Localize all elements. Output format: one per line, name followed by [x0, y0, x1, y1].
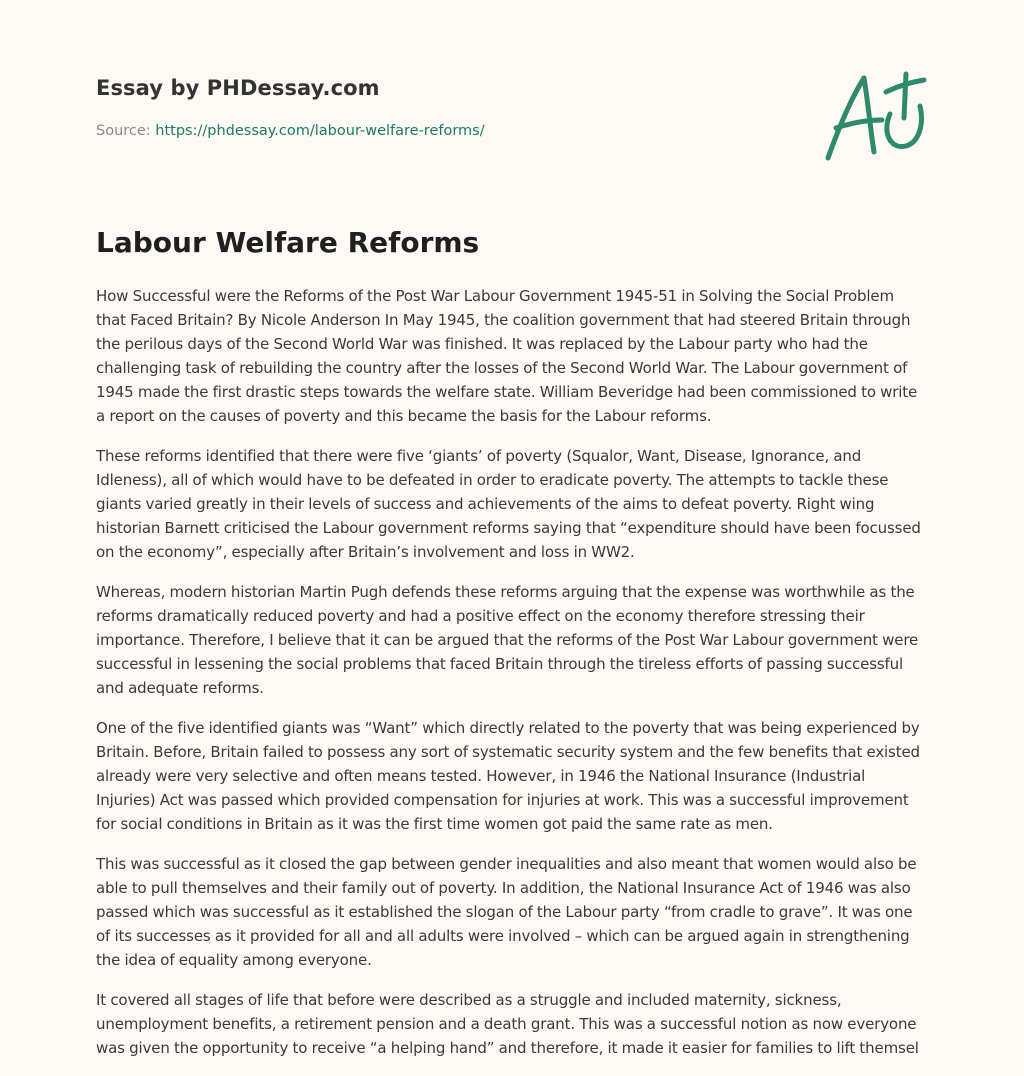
essay-paragraph: Whereas, modern historian Martin Pugh defends these reforms arguing that the expense was worthwhile as the reforms dramatically reduced poverty and had a positive effect on the economy therefore stressing their importance. Therefore, I believe that it can be argued that the reforms of the Post War Labour government were successful in lessening the social problems that faced Britain through the tireless efforts of passing successful and adequate reforms.: [96, 583, 919, 697]
site-brand: Essay by PHDessay.com: [96, 76, 380, 100]
essay-title: Labour Welfare Reforms: [96, 226, 480, 259]
source-line: [96, 123, 485, 139]
essay-paragraph: These reforms identified that there were five ‘giants’ of poverty (Squalor, Want, Disease, Ignorance, and Idleness), all of which would have to be defeated in order to eradicate poverty. The attempts to tackle these giants varied greatly in their levels of success and achievements of the aims to defeat poverty. Right wing historian Barnett criticised the Labour government reforms saying that “expenditure should have been focussed on the economy”, especially after Britain’s involvement and loss in WW2.: [96, 447, 921, 561]
essay-paragraph: One of the five identified giants was “Want” which directly related to the poverty that was being experienced by Britain. Before, Britain failed to possess any sort of systematic security system and the few benefits that existed already were very selective and often means tested. However, in 1946 the National Insurance (Industrial Injuries) Act was passed which provided compensation for injuries at work. This was a successful improvement for social conditions in Britain as it was the first time women got paid the same rate as men.: [96, 719, 920, 833]
source-label: Source:: [96, 123, 151, 139]
essay-paragraph: How Successful were the Reforms of the Post War Labour Government 1945-51 in Solving the Social Problem that Faced Britain? By Nicole Anderson In May 1945, the coalition government that had steered Britain through the perilous days of the Second World War was finished. It was replaced by the Labour party who had the challenging task of rebuilding the country after the losses of the Second World War. The Labour government of 1945 made the first drastic steps towards the welfare state. William Beveridge had been commissioned to write a report on the causes of poverty and this became the basis for the Labour reforms.: [96, 287, 918, 425]
a-plus-logo-icon: [824, 66, 928, 166]
essay-paragraph: It covered all stages of life that before were described as a struggle and included maternity, sickness, unemployment benefits, a retirement pension and a death grant. This was a successful notion as now everyone was given the opportunity to receive “a helping hand” and therefore, it made it easier for families to lift themsel: [96, 991, 919, 1057]
source-link[interactable]: https://phdessay.com/labour-welfare-reforms/: [155, 123, 485, 139]
essay-paragraph: This was successful as it closed the gap between gender inequalities and also meant that women would also be able to pull themselves and their family out of poverty. In addition, the National Insurance Act of 1946 was also passed which was successful as it established the slogan of the Labour party “from cradle to grave”. It was one of its successes as it provided for all and all adults were involved – which can be argued again in strengthening the idea of equality among everyone.: [96, 855, 917, 969]
essay-body: [96, 284, 928, 1076]
